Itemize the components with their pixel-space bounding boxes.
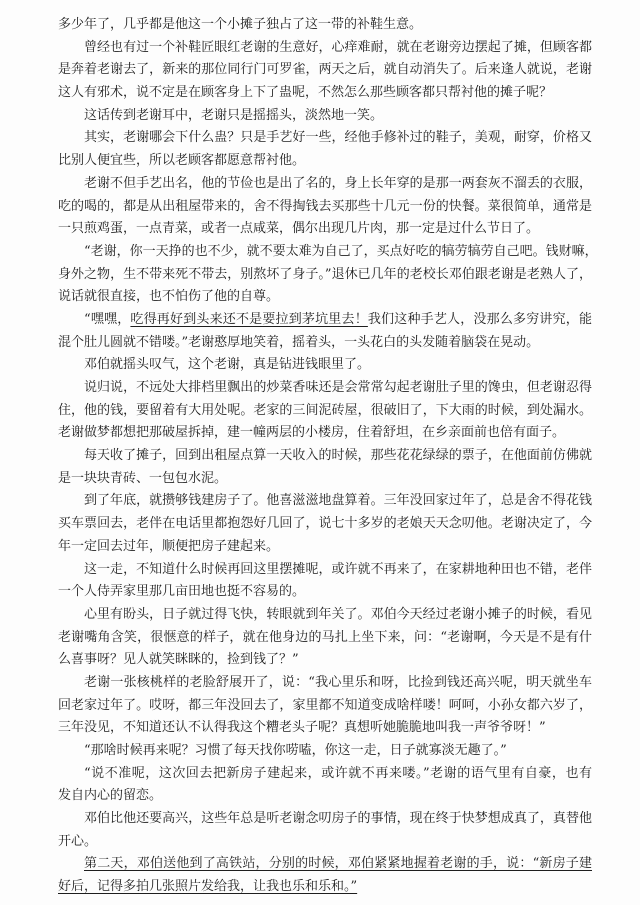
text-line (58, 604, 592, 627)
text-segment: 邓伯就摇头叹气，这个老谢，真是钻进钱眼里了。 (84, 357, 371, 373)
paragraph (58, 853, 592, 898)
text-segment: 老谢做梦都想把那破屋拆掉，建一幢两层的小楼房，住着舒坦，在乡亲面前也倍有面子。 (58, 425, 566, 441)
text-segment: 心里有盼头，日子就过得飞快，转眼就到年关了。邓伯今天经过老谢小摊子的时候，看见 (84, 606, 592, 622)
text-segment: 买车票回去，老伴在电话里都抱怨好几回了，说七十多岁的老娘天天念叨他。老谢决定了，今 (58, 516, 592, 532)
paragraph (58, 241, 598, 309)
text-line (58, 59, 592, 82)
text-segment: 到了年底，就攒够钱建房子了。他喜滋滋地盘算着。三年没回家过年了，总是舍不得花钱 (84, 493, 592, 509)
text-line (58, 400, 592, 423)
underlined-text: 吃得再好到头来还不是要拉到茅坑里去！ (130, 311, 368, 327)
text-segment: 回老家过年了。哎呀，都三年没回去了，家里都不知道变成啥样喽！呵呵，小孙女都六岁了， (58, 697, 592, 713)
text-segment: 老谢一张核桃样的老脸舒展开了，说：“我心里乐和呀，比捡到钱还高兴呢，明天就坐车 (84, 674, 592, 690)
text-line (58, 513, 592, 536)
text-segment: 三年没见，不知道还认不认得我这个糟老头子呢？真想听她脆脆地叫我一声爷爷呀！” (58, 720, 546, 736)
paragraph (58, 354, 592, 377)
text-segment: 是一块块青砖、一包包水泥。 (58, 470, 228, 486)
text-line (58, 286, 592, 309)
text-line (58, 649, 592, 672)
text-line (58, 763, 592, 786)
text-line (58, 581, 592, 604)
paragraph (58, 740, 592, 763)
text-line (58, 354, 592, 377)
underlined-text: 第二天，邓伯送他到了高铁站，分别的时候，邓伯紧紧地握着老谢的手，说：“新房子建 (84, 856, 592, 872)
text-line (58, 536, 592, 559)
text-segment: 吃的喝的，都是从出租屋带来的，舍不得掏钱去买那些十几元一份的快餐。菜很简单，通常是 (58, 198, 592, 214)
text-line (58, 309, 592, 332)
text-segment: 每天收了摊子，回到出租屋点算一天收入的时候，那些花花绿绿的票子，在他面前仿佛就 (84, 448, 592, 464)
text-line (58, 853, 592, 876)
text-line (58, 785, 592, 808)
text-segment: 一只煎鸡蛋，一点青菜，或者一点咸菜，偶尔出现几片肉，那一定是过什么节日了。 (58, 221, 540, 237)
text-line (58, 445, 592, 468)
text-line (58, 695, 592, 718)
paragraph (58, 808, 592, 853)
text-segment: 多少年了，几乎都是他这一个小摊子独占了这一带的补鞋生意。 (58, 17, 423, 32)
paragraph (58, 490, 592, 558)
text-segment: 么喜事呀？见人就笑眯眯的，捡到钱了？” (58, 652, 299, 668)
text-line (58, 82, 592, 105)
text-segment: 曾经也有过一个补鞋匠眼红老谢的生意好，心痒难耐，就在老谢旁边摆起了摊，但顾客都 (84, 39, 592, 55)
text-segment: 老谢嘴角含笑，很惬意的样子，就在他身边的马扎上坐下来，问：“老谢啊，今天是不是有什 (58, 629, 592, 645)
text-segment: 发自内心的留恋。 (58, 788, 163, 804)
text-line (58, 808, 592, 831)
text-line (58, 127, 592, 150)
text-segment: “那啥时候再来呢？习惯了每天找你唠嗑，你这一走，日子就寡淡无趣了。” (84, 743, 507, 758)
text-segment: 比别人便宜些，所以老顾客都愿意帮衬他。 (58, 153, 306, 169)
text-line (58, 672, 592, 695)
text-line (58, 173, 592, 196)
text-line (58, 150, 592, 173)
document-body (58, 14, 598, 899)
paragraph (58, 604, 592, 672)
text-segment: 我们这种手艺人，没那么多穷讲究，能 (367, 311, 592, 327)
paragraph (58, 309, 592, 354)
paragraph (58, 559, 592, 604)
paragraph (58, 127, 592, 172)
paragraph (58, 377, 592, 445)
text-line (58, 717, 592, 740)
text-line (58, 196, 592, 219)
text-segment: 老谢不但手艺出名，他的节俭也是出了名的，身上长年穿的是那一两套灰不溜丢的衣服， (84, 175, 592, 191)
text-line (58, 422, 592, 445)
text-line (58, 468, 592, 491)
text-segment: 是奔着老谢去了，新来的那位同行门可罗雀，两天之后，就自动消失了。后来逢人就说，老谢 (58, 62, 592, 78)
paragraph (58, 173, 592, 241)
text-segment: 一个人侍弄家里那几亩田地也挺不容易的。 (58, 584, 306, 600)
text-segment: 这人有邪术，说不定是在顾客身上下了蛊呢，不然怎么那些顾客都只帮衬他的摊子呢？ (58, 85, 553, 101)
text-line (58, 627, 592, 650)
text-line (58, 831, 592, 854)
text-line (58, 37, 592, 60)
text-line (58, 241, 598, 264)
underlined-text: 好后，记得多拍几张照片发给我，让我也乐和乐和。” (58, 879, 358, 895)
text-segment: 身外之物，生不带来死不带去，别熬坏了身子。”退休已几年的老校长邓伯跟老谢是老熟人了， (58, 266, 592, 282)
paragraph (58, 105, 592, 128)
text-segment: “说不准呢，这次回去把新房子建起来，或许就不再来喽。”老谢的语气里有自豪，也有 (84, 765, 592, 781)
text-line (58, 876, 592, 899)
text-segment: “嘿嘿， (84, 311, 131, 327)
text-line (58, 105, 592, 128)
text-segment: 说归说，不远处大排档里飘出的炒菜香味还是会常常勾起老谢肚子里的馋虫，但老谢忍得 (84, 380, 592, 395)
paragraph (58, 37, 592, 105)
text-line (58, 377, 592, 400)
paragraph (58, 14, 592, 37)
text-segment: “老谢，你一天挣的也不少，就不要太难为自己了，买点好吃的犒劳犒劳自己吧。钱财嘛， (84, 243, 598, 259)
text-line (58, 332, 592, 355)
text-segment: 混个肚儿圆就不错喽。”老谢憨厚地笑着，摇着头，一头花白的头发随着脑袋在晃动。 (58, 334, 540, 350)
paragraph (58, 763, 592, 808)
text-segment: 住，他的钱，要留着有大用处呢。老家的三间泥砖屋，很破旧了，下大雨的时候，到处漏水。 (58, 402, 592, 418)
text-segment: 年一定回去过年，顺便把房子建起来。 (58, 538, 280, 554)
text-segment: 这一走，不知道什么时候再回这里摆摊呢，或许就不再来了，在家耕地种田也不错，老伴 (84, 561, 592, 577)
text-segment: 其实，老谢哪会下什么蛊？只是手艺好一些，经他手修补过的鞋子，美观，耐穿，价格又 (84, 130, 592, 146)
text-segment: 这话传到老谢耳中，老谢只是摇摇头，淡然地一笑。 (84, 107, 384, 123)
text-line (58, 490, 592, 513)
text-line (58, 218, 592, 241)
text-segment: 说话就很直接，也不怕伤了他的自尊。 (58, 289, 280, 305)
text-line (58, 559, 592, 582)
paragraph (58, 672, 592, 740)
text-line (58, 740, 592, 763)
paragraph (58, 445, 592, 490)
text-segment: 邓伯比他还要高兴，这些年总是听老谢念叨房子的事情，现在终于快梦想成真了，真替他 (84, 811, 592, 827)
text-segment: 开心。 (58, 833, 98, 849)
text-line (58, 14, 592, 37)
text-line (58, 264, 592, 287)
